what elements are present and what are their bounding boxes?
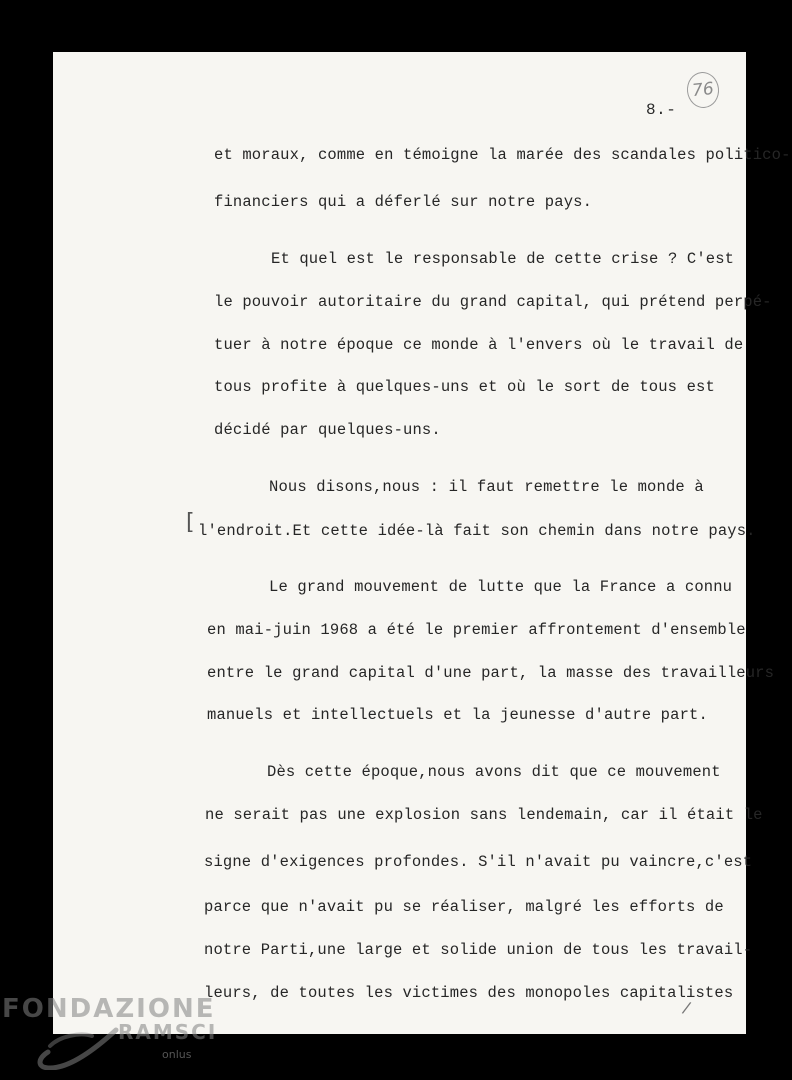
text-line: et moraux, comme en témoigne la marée des scandales politico- xyxy=(214,146,791,164)
archive-number-stamp: 76 xyxy=(685,70,721,109)
watermark-swirl-icon xyxy=(30,1022,120,1070)
text-line: l'endroit.Et cette idée-là fait son chemin dans notre pays. xyxy=(198,522,756,540)
text-line: tous profite à quelques-uns et où le sort de tous est xyxy=(214,378,715,396)
text-line: Dès cette époque,nous avons dit que ce mouvement xyxy=(267,763,721,781)
watermark-sub: RAMSCI xyxy=(118,1020,218,1044)
text-line: leurs, de toutes les victimes des monopoles capitalistes xyxy=(204,984,734,1002)
foundation-watermark xyxy=(0,990,220,1075)
text-line: en mai-juin 1968 a été le premier affrontement d'ensemble xyxy=(207,621,746,639)
watermark-onlus: onlus xyxy=(162,1048,192,1061)
text-line: signe d'exigences profondes. S'il n'avait pu vaincre,c'est xyxy=(204,853,753,871)
pencil-tick-mark: / xyxy=(680,997,693,1018)
text-line: entre le grand capital d'une part, la masse des travailleurs xyxy=(207,664,775,682)
text-line: parce que n'avait pu se réaliser, malgré les efforts de xyxy=(204,898,724,916)
text-line: Le grand mouvement de lutte que la France a connu xyxy=(269,578,733,596)
text-line: Et quel est le responsable de cette crise ? C'est xyxy=(271,250,735,268)
text-line: Nous disons,nous : il faut remettre le monde à xyxy=(269,478,704,496)
text-line: le pouvoir autoritaire du grand capital, qui prétend perpé- xyxy=(214,293,772,311)
text-line: manuels et intellectuels et la jeunesse d'autre part. xyxy=(207,706,708,724)
text-line: décidé par quelques-uns. xyxy=(214,421,441,439)
text-line: tuer à notre époque ce monde à l'envers où le travail de xyxy=(214,336,744,354)
watermark-name: FONDAZIONE xyxy=(2,994,216,1024)
text-line: notre Parti,une large et solide union de tous les travail- xyxy=(204,941,753,959)
text-line: financiers qui a déferlé sur notre pays. xyxy=(214,193,593,211)
margin-bracket-mark: [ xyxy=(186,510,195,535)
page-number: 8.- xyxy=(646,101,677,119)
text-line: ne serait pas une explosion sans lendemain, car il était le xyxy=(205,806,763,824)
